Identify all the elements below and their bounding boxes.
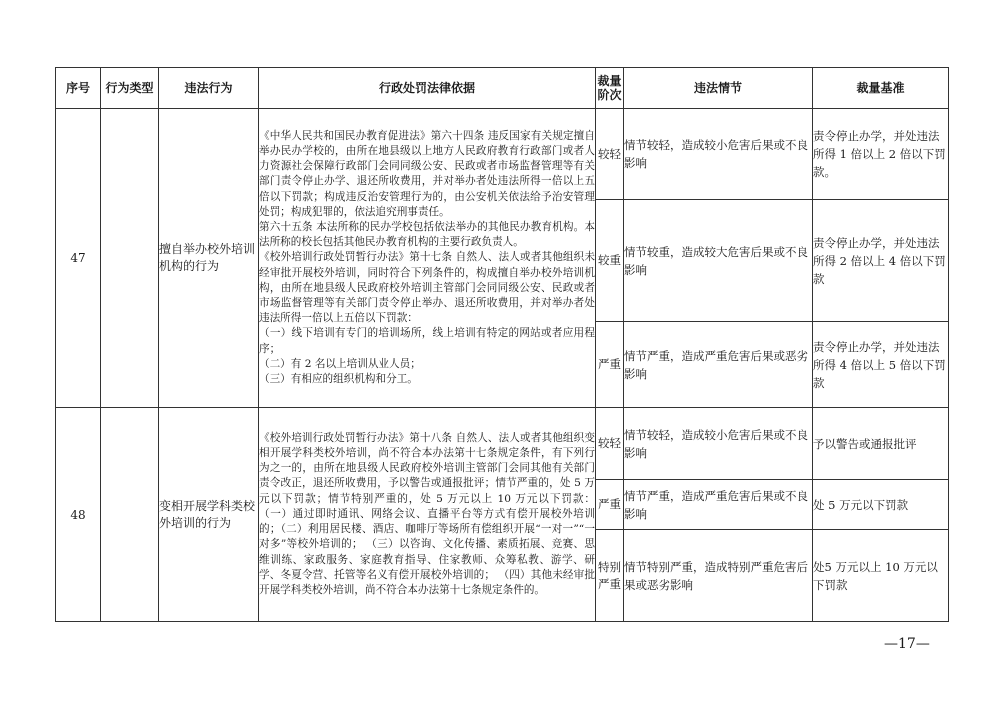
basis-paragraph: 《校外培训行政处罚暂行办法》第十八条 自然人、法人或者其他组织变相开展学科类校外培训，尚不符合本办法第十七条规定条件，有下列行为之一的，由所在地县级人民政府校外培训主管部门会同其他有关部门责令改正，退还所收费用，予以警告或通报批评；情节严重的，处 5 万元以下罚款；情节特别严重的，处 5 万元以上 10 万元以下罚款： （一）通过即时通讯、网络会议、直播平台等方式有偿开展校外培训的；（二）利用居民楼、酒店、咖啡厅等场所有偿组织开展“一对一”“一对多”等校外培训的； （三）以咨询、文化传播、素质拓展、竞赛、思维训练、家政服务、家庭教育指导、住家教师、众筹私教、游学、研学、冬夏令营、托管等名义有偿开展校外培训的； （四）其他未经审批开展学科类校外培训，尚不符合本办法第十七条规定条件的。	[259, 431, 595, 596]
header-legal-basis: 行政处罚法律依据	[259, 68, 596, 109]
header-num: 序号	[56, 68, 101, 109]
discretion-level: 特别严重	[596, 530, 624, 622]
discretion-level: 严重	[596, 322, 624, 408]
header-type: 行为类型	[101, 68, 159, 109]
header-circumstance: 违法情节	[624, 68, 813, 109]
discretion-level: 严重	[596, 480, 624, 530]
legal-basis-cell	[259, 408, 596, 622]
header-row	[56, 68, 949, 109]
behavior-type	[101, 109, 159, 408]
penalty-discretion-table	[55, 67, 949, 622]
basis-paragraph: 《中华人民共和国民办教育促进法》第六十四条 违反国家有关规定擅自举办民办学校的，由所在地县级以上地方人民政府教育行政部门或者人力资源社会保障行政部门会同同级公安、民政或者市场监督管理等有关部门责令停止办学、退还所收费用，并对举办者处违法所得一倍以上五倍以下罚款；构成违反治安管理行为的，由公安机关依法给予治安管理处罚；构成犯罪的，依法追究刑事责任。	[259, 129, 595, 218]
standard-cell: 处 5 万元以下罚款	[813, 480, 949, 530]
header-standard: 裁量基准	[813, 68, 949, 109]
standard-cell: 予以警告或通报批评	[813, 408, 949, 480]
basis-paragraph: 《校外培训行政处罚暂行办法》第十七条 自然人、法人或者其他组织未经审批开展校外培训，同时符合下列条件的，构成擅自举办校外培训机构，由所在地县级人民政府校外培训主管部门会同同级公安、民政或者市场监督管理等有关部门责令停止举办、退还所收费用，并对举办者处违法所得一倍以上五倍以下罚款：	[259, 251, 595, 325]
circumstance-cell: 情节严重，造成严重危害后果或恶劣影响	[624, 322, 813, 408]
basis-paragraph: （二）有 2 名以上培训从业人员；	[259, 357, 421, 370]
circumstance-cell: 情节严重，造成严重危害后果或不良影响	[624, 480, 813, 530]
row-number: 47	[56, 109, 101, 408]
discretion-level: 较轻	[596, 109, 624, 200]
violation-cell: 擅自举办校外培训机构的行为	[159, 109, 259, 408]
standard-cell: 责令停止办学，并处违法所得 2 倍以上 4 倍以下罚款	[813, 200, 949, 322]
page-number: —17—	[884, 636, 930, 652]
discretion-level: 较轻	[596, 408, 624, 480]
basis-paragraph: （一）线下培训有专门的培训场所，线上培训有特定的网站或者应用程序；	[259, 327, 595, 355]
legal-basis-cell	[259, 109, 596, 408]
basis-paragraph: 第六十五条 本法所称的民办学校包括依法举办的其他民办教育机构。本法所称的校长包括其他民办教育机构的主要行政负责人。	[259, 220, 595, 249]
header-level: 裁量阶次	[596, 68, 624, 109]
standard-cell: 责令停止办学，并处违法所得 4 倍以上 5 倍以下罚款	[813, 322, 949, 408]
table-row	[56, 109, 949, 200]
circumstance-cell: 情节特别严重，造成特别严重危害后果或恶劣影响	[624, 530, 813, 622]
basis-paragraph: （三）有相应的组织机构和分工。	[259, 373, 418, 386]
circumstance-cell: 情节较重，造成较大危害后果或不良影响	[624, 200, 813, 322]
header-violation: 违法行为	[159, 68, 259, 109]
circumstance-cell: 情节较轻，造成较小危害后果或不良影响	[624, 408, 813, 480]
table-row	[56, 408, 949, 480]
circumstance-cell: 情节较轻，造成较小危害后果或不良影响	[624, 109, 813, 200]
discretion-level: 较重	[596, 200, 624, 322]
violation-cell: 变相开展学科类校外培训的行为	[159, 408, 259, 622]
standard-cell: 责令停止办学，并处违法所得 1 倍以上 2 倍以下罚款。	[813, 109, 949, 200]
standard-cell: 处5 万元以上 10 万元以下罚款	[813, 530, 949, 622]
row-number: 48	[56, 408, 101, 622]
behavior-type	[101, 408, 159, 622]
